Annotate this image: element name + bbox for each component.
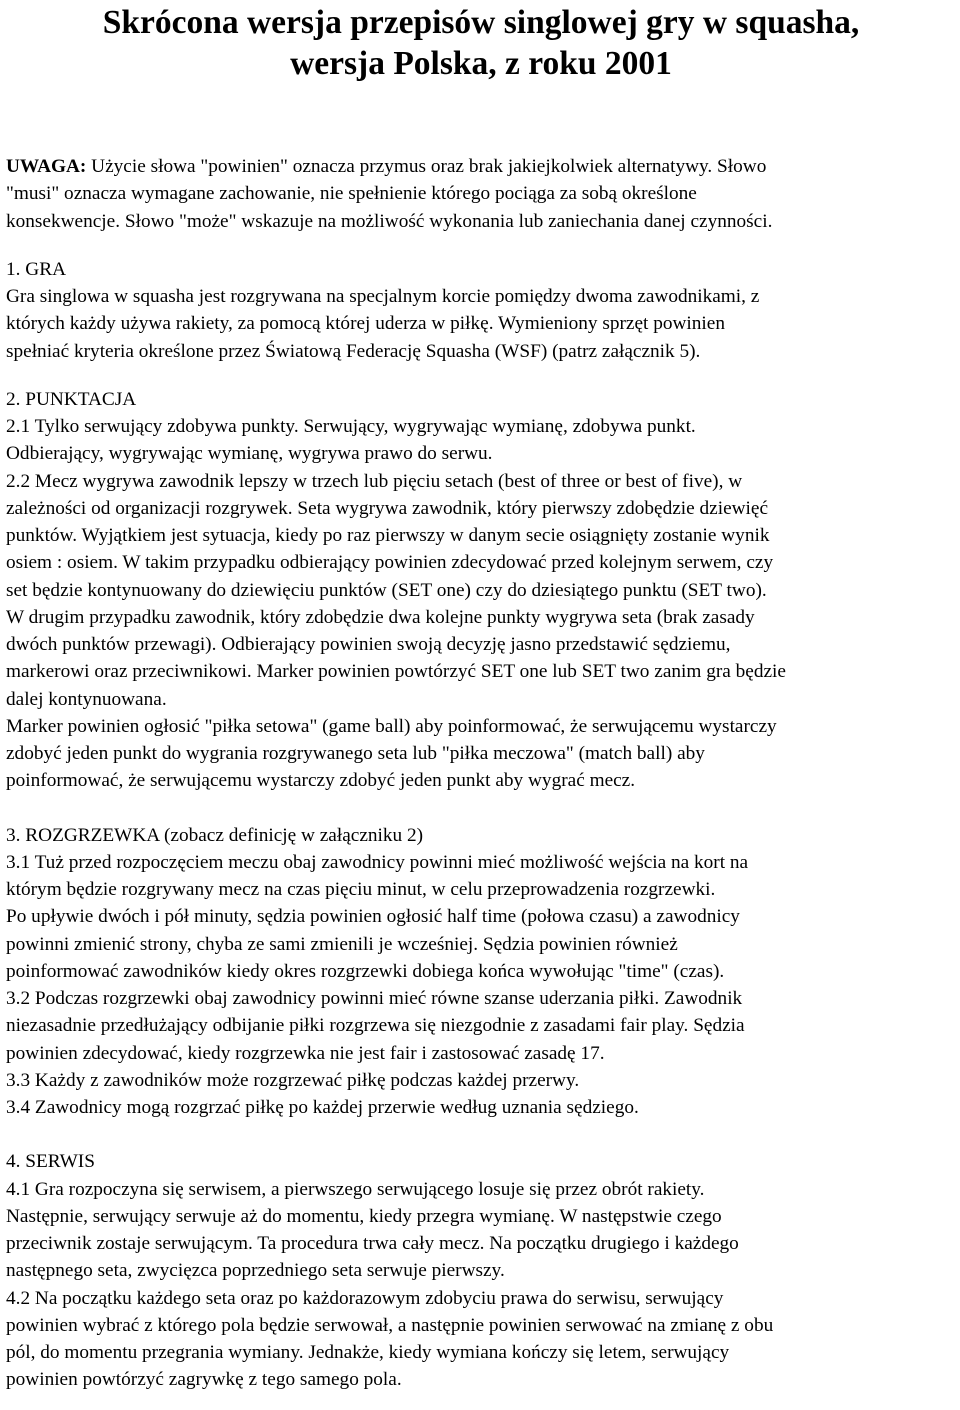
section-line: następnego seta, zwycięzca poprzedniego seta serwuje pierwszy. (6, 1260, 505, 1282)
section-4 (6, 1148, 956, 1393)
section-line: osiem : osiem. W takim przypadku odbierający powinien zdecydować przed kolejnym serwem, czy (6, 552, 774, 574)
section-line: spełniać kryteria określone przez Światową Federację Squasha (WSF) (patrz załącznik 5). (6, 340, 701, 362)
section-line: przeciwnik zostaje serwującym. Ta procedura trwa cały mecz. Na początku drugiego i każdego (6, 1233, 739, 1254)
note-line-text: Użycie słowa "powinien" oznacza przymus oraz brak jakiejkolwiek alternatywy. Słowo (86, 156, 767, 177)
document-page (6, 0, 956, 1394)
section-2 (6, 386, 956, 795)
section-heading: 2. PUNKTACJA (6, 388, 137, 410)
section-heading: 1. GRA (6, 258, 66, 280)
page-title-line-2: wersja Polska, z roku 2001 (290, 45, 672, 82)
page-title (6, 0, 956, 84)
section-line: 2.1 Tylko serwujący zdobywa punkty. Serwujący, wygrywając wymianę, zdobywa punkt. (6, 416, 696, 437)
section-line: niezasadnie przedłużający odbijanie piłki rozgrzewa się niezgodnie z zasadami fair play. Sędzia (6, 1015, 745, 1037)
section-line: których każdy używa rakiety, za pomocą której uderza w piłkę. Wymieniony sprzęt powinien (6, 313, 725, 335)
section-line: 4.2 Na początku każdego seta oraz po każdorazowym zdobyciu prawa do serwisu, serwujący (6, 1287, 724, 1309)
section-line: 2.2 Mecz wygrywa zawodnik lepszy w trzech lub pięciu setach (best of three or best of five), w (6, 470, 743, 492)
section-line: Po upływie dwóch i pół minuty, sędzia powinien ogłosić half time (połowa czasu) a zawodnicy (6, 906, 740, 928)
note-label: UWAGA: (6, 156, 87, 177)
section-line: zależności od organizacji rozgrywek. Seta wygrywa zawodnik, który pierwszy zdobędzie dziewięć (6, 497, 769, 519)
section-line: markerowi oraz przeciwnikowi. Marker powinien powtórzyć SET one lub SET two zanim gra będzie (6, 661, 786, 683)
section-line: powinien wybrać z którego pola będzie serwował, a następnie powinien serwować na zmianę z obu (6, 1314, 774, 1336)
section-heading: 3. ROZGRZEWKA (zobacz definicję w załączniku 2) (6, 824, 424, 846)
section-line: W drugim przypadku zawodnik, który zdobędzie dwa kolejne punkty wygrywa seta (brak zasady (6, 606, 755, 628)
note-line (6, 153, 956, 180)
spacer (6, 365, 956, 386)
section-line: poinformować, że serwującemu wystarczy zdobyć jeden punkt aby wygrać mecz. (6, 770, 636, 792)
section-line: dwóch punktów przewagi). Odbierający powinien swoją decyzję jasno przedstawić sędziemu, (6, 634, 731, 655)
section-line: powinien zdecydować, kiedy rozgrzewka nie jest fair i zastosować zasadę 17. (6, 1042, 605, 1064)
section-line: którym będzie rozgrywany mecz na czas pięciu minut, w celu przeprowadzenia rozgrzewki. (6, 879, 716, 900)
section-line: 4.1 Gra rozpoczyna się serwisem, a pierwszego serwującego losuje się przez obrót rakiety. (6, 1178, 705, 1200)
section-line: zdobyć jeden punkt do wygrania rozgrywanego seta lub "piłka meczowa" (match ball) aby (6, 743, 705, 764)
note-line: konsekwencje. Słowo "może" wskazuje na możliwość wykonania lub zaniechania danej czynności. (6, 210, 773, 232)
section-line: 3.2 Podczas rozgrzewki obaj zawodnicy powinni mieć równe szanse uderzania piłki. Zawodnik (6, 988, 743, 1009)
spacer (6, 84, 956, 153)
page-title-line-1: Skrócona wersja przepisów singlowej gry w squasha, (102, 4, 860, 41)
section-line: punktów. Wyjątkiem jest sytuacja, kiedy po raz pierwszy w danym secie osiągnięty zostanie wynik (6, 525, 770, 546)
section-line: dalej kontynuowana. (6, 688, 167, 710)
section-line: powinni zmienić strony, chyba ze sami zmienili je wcześniej. Sędzia powinien również (6, 933, 678, 955)
section-line: poinformować zawodników kiedy okres rozgrzewki dobiega końca wywołując "time" (czas). (6, 960, 725, 982)
document-body (6, 153, 956, 1394)
section-line: 3.4 Zawodnicy mogą rozgrzać piłkę po każdej przerwie według uznania sędziego. (6, 1097, 639, 1118)
section-heading: 4. SERWIS (6, 1151, 95, 1173)
section-line: Marker powinien ogłosić "piłka setowa" (game ball) aby poinformować, że serwującemu wystarczy (6, 715, 777, 737)
spacer (6, 795, 956, 822)
section-line: pól, do momentu przegrania wymiany. Jednakże, kiedy wymiana kończy się letem, serwujący (6, 1342, 730, 1363)
section-line: Gra singlowa w squasha jest rozgrywana na specjalnym korcie pomiędzy dwoma zawodnikami, z (6, 286, 760, 307)
section-line: Następnie, serwujący serwuje aż do momentu, kiedy przegra wymianę. W następstwie czego (6, 1205, 722, 1227)
section-line: Odbierający, wygrywając wymianę, wygrywa prawo do serwu. (6, 443, 493, 465)
section-line: set będzie kontynuowany do dziewięciu punktów (SET one) czy do dziesiątego punktu (SET two). (6, 579, 767, 601)
note-line: "musi" oznacza wymagane zachowanie, nie spełnienie którego pociąga za sobą określone (6, 183, 697, 205)
section-line: 3.3 Każdy z zawodników może rozgrzewać piłkę podczas każdej przerwy. (6, 1069, 580, 1091)
section-1 (6, 256, 956, 365)
note-paragraph (6, 153, 956, 235)
section-line: powinien powtórzyć zagrywkę z tego samego pola. (6, 1369, 402, 1391)
section-3 (6, 822, 956, 1122)
spacer (6, 235, 956, 256)
section-line: 3.1 Tuż przed rozpoczęciem meczu obaj zawodnicy powinni mieć możliwość wejścia na kort na (6, 851, 749, 873)
spacer (6, 1121, 956, 1148)
